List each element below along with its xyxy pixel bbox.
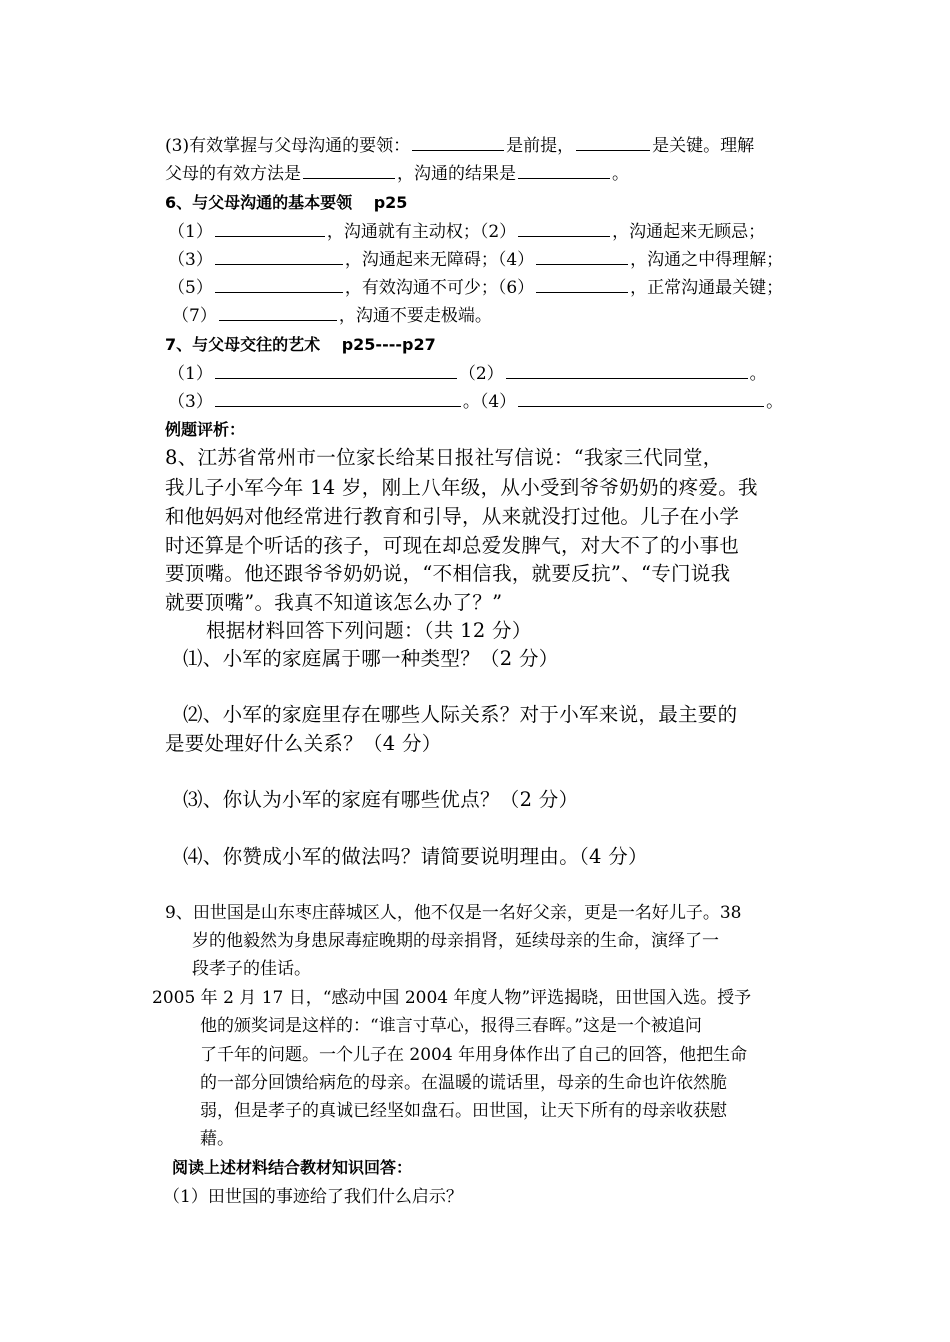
q8-sub-2b: 是要处理好什么关系？（4 分） bbox=[165, 732, 442, 755]
fill-blank[interactable] bbox=[518, 218, 610, 237]
q8-line-1: 8、江苏省常州市一位家长给某日报社写信说：“我家三代同堂， bbox=[165, 446, 723, 469]
q9-p1-line-3: 段孝子的佳话。 bbox=[192, 959, 311, 979]
fill-blank[interactable] bbox=[303, 160, 395, 179]
q8-line-2: 我儿子小军今年 14 岁，刚上八年级，从小受到爷爷奶奶的疼爱。我 bbox=[165, 476, 758, 499]
fill-blank[interactable] bbox=[536, 246, 628, 265]
example-heading: 例题评析： bbox=[165, 420, 246, 439]
fill-blank[interactable] bbox=[518, 388, 764, 407]
fill-blank[interactable] bbox=[518, 160, 610, 179]
q9-prompt: 阅读上述材料结合教材知识回答： bbox=[172, 1158, 413, 1177]
q8-intro: 根据材料回答下列问题：（共 12 分） bbox=[206, 619, 532, 642]
fill-blank[interactable] bbox=[215, 360, 457, 379]
q6-row-2: （3） ，沟通起来无障碍；（4） ，沟通之中得理解； bbox=[168, 246, 783, 274]
q8-line-5: 要顶嘴。他还跟爷爷奶奶说，“不相信我，就要反抗”、“专门说我 bbox=[165, 562, 731, 585]
q8-sub-4: ⑷、你赞成小军的做法吗？请简要说明理由。（4 分） bbox=[183, 845, 648, 868]
q8-line-3: 和他妈妈对他经常进行教育和引导，从来就没打过他。儿子在小学 bbox=[165, 505, 740, 528]
q9-p1-line-1: 9、田世国是山东枣庄薛城区人，他不仅是一名好父亲，更是一名好儿子。38 bbox=[165, 903, 742, 923]
fill-blank[interactable] bbox=[215, 218, 325, 237]
q8-sub-1: ⑴、小军的家庭属于哪一种类型？（2 分） bbox=[183, 647, 559, 670]
q9-p2-line-5: 弱，但是孝子的真诚已经坚如盘石。田世国，让天下所有的母亲收获慰 bbox=[200, 1101, 727, 1121]
q9-p1-line-2: 岁的他毅然为身患尿毒症晚期的母亲捐肾，延续母亲的生命，演绎了一 bbox=[192, 931, 719, 951]
q7-row-2: （3） 。（4） 。 bbox=[168, 388, 783, 416]
fill-blank[interactable] bbox=[219, 302, 337, 321]
q6-row-4: （7） ，沟通不要走极端。 bbox=[172, 302, 492, 330]
q9-p2-line-4: 的一部分回馈给病危的母亲。在温暖的谎话里，母亲的生命也许依然脆 bbox=[200, 1073, 727, 1093]
s3-line-2: 父母的有效方法是 ，沟通的结果是 。 bbox=[165, 160, 629, 188]
q9-p2-line-1: 2005 年 2 月 17 日，“感动中国 2004 年度人物”评选揭晓，田世国入选。授予 bbox=[152, 988, 752, 1008]
fill-blank[interactable] bbox=[215, 246, 343, 265]
q6-row-3: （5） ，有效沟通不可少；（6） ，正常沟通最关键； bbox=[168, 274, 783, 302]
fill-blank[interactable] bbox=[215, 274, 343, 293]
q8-line-6: 就要顶嘴”。我真不知道该怎么办了？” bbox=[165, 591, 503, 614]
q6-row-1: （1） ，沟通就有主动权；（2） ，沟通起来无顾忌； bbox=[168, 218, 765, 246]
fill-blank[interactable] bbox=[412, 132, 504, 151]
section-6-heading: 6、与父母沟通的基本要领 p25 bbox=[165, 193, 408, 212]
q7-row-1: （1） （2） 。 bbox=[168, 360, 767, 388]
section-7-heading: 7、与父母交往的艺术 p25----p27 bbox=[165, 335, 436, 354]
fill-blank[interactable] bbox=[506, 360, 748, 379]
s3-line-1: (3)有效掌握与父母沟通的要领： 是前提， 是关键。理解 bbox=[165, 132, 754, 160]
q9-sub-1: （1）田世国的事迹给了我们什么启示？ bbox=[163, 1187, 463, 1207]
q8-sub-2a: ⑵、小军的家庭里存在哪些人际关系？对于小军来说，最主要的 bbox=[183, 703, 738, 726]
q8-line-4: 时还算是个听话的孩子，可现在却总爱发脾气，对大不了的小事也 bbox=[165, 534, 740, 557]
q9-p2-line-3: 了千年的问题。一个儿子在 2004 年用身体作出了自己的回答，他把生命 bbox=[200, 1045, 748, 1065]
fill-blank[interactable] bbox=[215, 388, 461, 407]
q9-p2-line-6: 藉。 bbox=[200, 1129, 234, 1149]
q8-sub-3: ⑶、你认为小军的家庭有哪些优点？（2 分） bbox=[183, 788, 579, 811]
q9-p2-line-2: 他的颁奖词是这样的：“谁言寸草心，报得三春晖。”这是一个被追问 bbox=[200, 1016, 702, 1036]
fill-blank[interactable] bbox=[576, 132, 650, 151]
fill-blank[interactable] bbox=[536, 274, 628, 293]
